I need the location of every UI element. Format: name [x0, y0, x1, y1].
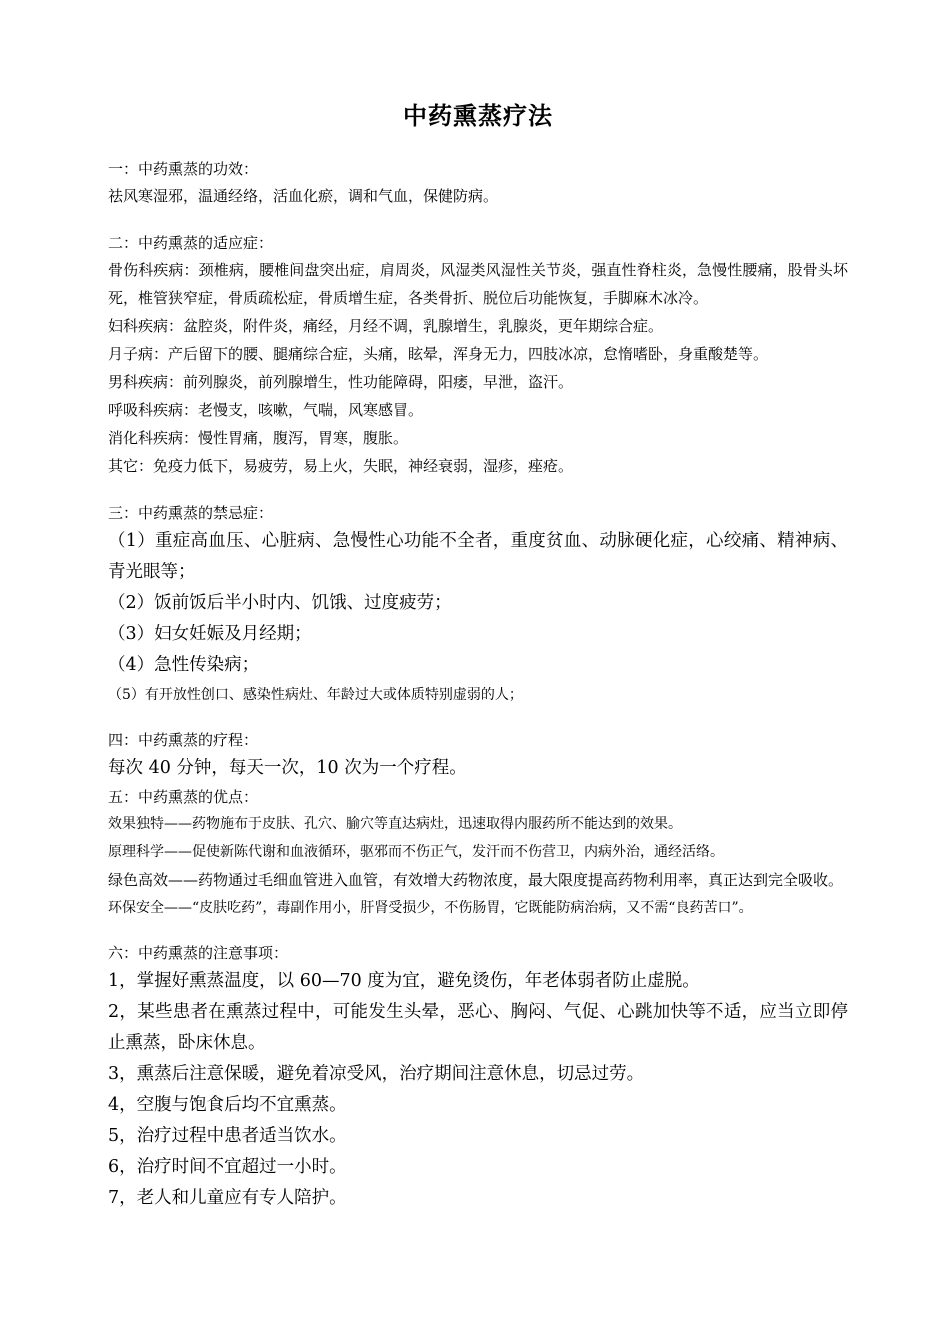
- paragraph-line: 5，治疗过程中患者适当饮水。: [108, 1126, 347, 1146]
- paragraph-line: 6，治疗时间不宜超过一小时。: [108, 1157, 347, 1177]
- paragraph-line: （3）妇女妊娠及月经期；: [108, 624, 312, 644]
- paragraph-line: 原理科学——促使新陈代谢和血液循环，驱邪而不伤正气，发汗而不伤营卫，内病外治，通经活络。: [108, 844, 724, 860]
- paragraph-line: 妇科疾病：盆腔炎，附件炎，痛经，月经不调，乳腺增生，乳腺炎，更年期综合症。: [108, 317, 664, 335]
- paragraph-line: 消化科疾病：慢性胃痛，腹泻，胃寒，腹胀。: [108, 429, 409, 447]
- section-course: [108, 727, 848, 784]
- section-precautions: [108, 940, 848, 1214]
- paragraph-line: 其它：免疫力低下，易疲劳，易上火，失眠，神经衰弱，湿疹，痤疮。: [108, 457, 574, 475]
- section-heading: 五：中药熏蒸的优点：: [108, 788, 259, 806]
- paragraph-line: 祛风寒湿邪，温通经络，活血化瘀，调和气血，保健防病。: [108, 187, 499, 205]
- paragraph-line: 效果独特——药物施布于皮肤、孔穴、腧穴等直达病灶，迅速取得内服药所不能达到的效果。: [108, 816, 682, 832]
- section-heading: 六：中药熏蒸的注意事项：: [108, 944, 289, 962]
- section-heading: 二：中药熏蒸的适应症：: [108, 234, 274, 252]
- paragraph-line: 7，老人和儿童应有专人陪护。: [108, 1188, 347, 1208]
- document-page: [108, 96, 848, 1214]
- document-title: 中药熏蒸疗法: [403, 101, 553, 130]
- section-advantages: [108, 784, 848, 922]
- paragraph-line: 2，某些患者在熏蒸过程中，可能发生头晕，恶心、胸闷、气促、心跳加快等不适，应当立即停止熏蒸，卧床休息。: [108, 1002, 848, 1053]
- section-contraindications: [108, 500, 848, 709]
- paragraph-line: 3，熏蒸后注意保暖，避免着凉受风，治疗期间注意休息，切忌过劳。: [108, 1064, 645, 1084]
- section-indications: [108, 230, 848, 480]
- paragraph-line: 4，空腹与饱食后均不宜熏蒸。: [108, 1095, 347, 1115]
- paragraph-line: 男科疾病：前列腺炎，前列腺增生，性功能障碍，阳痿，早泄，盗汗。: [108, 373, 574, 391]
- section-efficacy: [108, 156, 848, 210]
- paragraph-line: （1）重症高血压、心脏病、急慢性心功能不全者，重度贫血、动脉硬化症，心绞痛、精神病、青光眼等；: [108, 531, 848, 582]
- paragraph-line: 骨伤科疾病：颈椎病，腰椎间盘突出症，肩周炎，风湿类风湿性关节炎，强直性脊柱炎，急慢性腰痛，股骨头坏死，椎管狭窄症，骨质疏松症，骨质增生症，各类骨折、脱位后功能恢复，手脚麻木冰冷。: [108, 261, 848, 307]
- paragraph-line: （2）饭前饭后半小时内、饥饿、过度疲劳；: [108, 593, 452, 613]
- paragraph-line: 月子病：产后留下的腰、腿痛综合症，头痛，眩晕，浑身无力，四肢冰凉，怠惰嗜卧，身重酸楚等。: [108, 345, 769, 363]
- section-heading: 四：中药熏蒸的疗程：: [108, 731, 259, 749]
- paragraph-line: 呼吸科疾病：老慢支，咳嗽，气喘，风寒感冒。: [108, 401, 424, 419]
- paragraph-line: 环保安全——“皮肤吃药”，毒副作用小，肝肾受损少，不伤肠胃，它既能防病治病，又不需“良药苦口”。: [108, 900, 753, 916]
- paragraph-line: 绿色高效——药物通过毛细血管进入血管，有效增大药物浓度，最大限度提高药物利用率，真正达到完全吸收。: [108, 871, 844, 889]
- paragraph-line: 1，掌握好熏蒸温度，以 60—70 度为宜，避免烫伤，年老体弱者防止虚脱。: [108, 971, 700, 991]
- section-heading: 三：中药熏蒸的禁忌症：: [108, 504, 274, 522]
- paragraph-line: （4）急性传染病；: [108, 655, 260, 675]
- paragraph-line: （5）有开放性创口、感染性病灶、年龄过大或体质特别虚弱的人；: [108, 687, 523, 703]
- section-heading: 一：中药熏蒸的功效：: [108, 160, 259, 178]
- paragraph-line: 每次 40 分钟，每天一次，10 次为一个疗程。: [108, 758, 467, 778]
